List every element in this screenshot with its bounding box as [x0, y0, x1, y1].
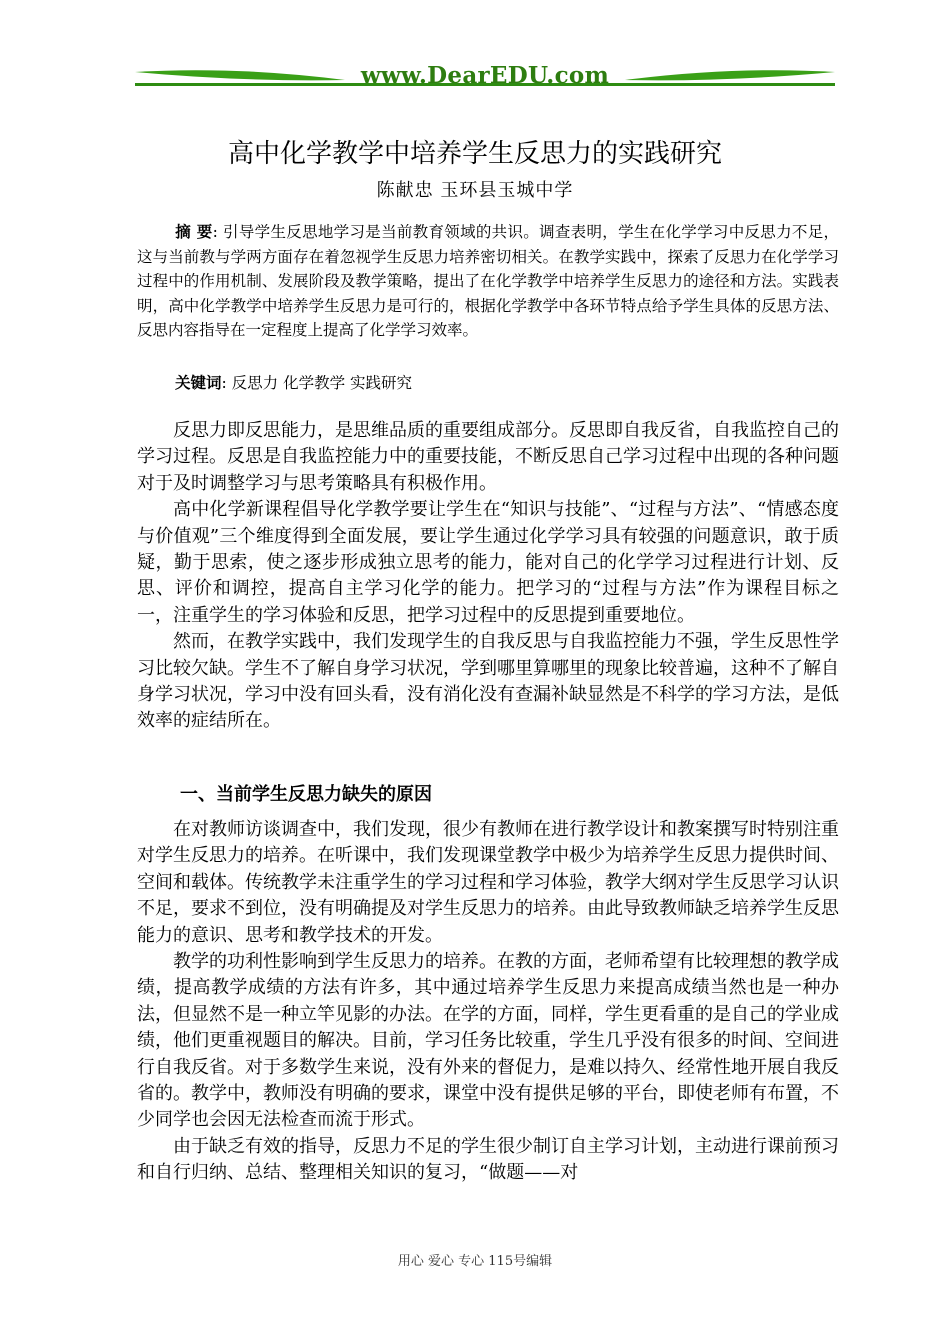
author-line: 陈献忠 玉环县玉城中学 [376, 180, 574, 201]
intro-section [137, 418, 839, 735]
intro-paragraph-2: 高中化学新课程倡导化学教学要让学生在“知识与技能”、“过程与方法”、“情感态度与价值观”三个维度得到全面发展，要让学生通过化学学习具有较强的问题意识，敢于质疑，勤于思索，使之逐步形成独立思考的能力，能对自己的化学学习过程进行计划、反思、评价和调控，提高自主学习化学的能力。把学习的“过程与方法”作为课程目标之一，注重学生的学习体验和反思，把学习过程中的反思提到重要地位。 [137, 499, 839, 626]
keywords-text: : 反思力 化学教学 实践研究 [221, 374, 413, 392]
site-url[interactable]: www.DearEDU.com [360, 62, 610, 89]
section-1-heading: 一、当前学生反思力缺失的原因 [180, 784, 432, 805]
abstract [137, 220, 839, 343]
section-1-paragraph-2: 教学的功利性影响到学生反思力的培养。在教的方面，老师希望有比较理想的教学成绩，提高教学成绩的方法有许多，其中通过培养学生反思力来提高成绩当然也是一种办法，但显然不是一种立竿见影的办法。在学的方面，同样，学生更看重的是自己的学业成绩，他们更重视题目的解决。目前，学习任务比较重，学生几乎没有很多的时间、空间进行自我反省。对于多数学生来说，没有外来的督促力，是难以持久、经常性地开展自我反省的。教学中，教师没有明确的要求，课堂中没有提供足够的平台，即使老师有布置，不少同学也会因无法检查而流于形式。 [137, 951, 839, 1131]
site-header [135, 58, 835, 98]
abstract-text: : 引导学生反思地学习是当前教育领域的共识。调查表明，学生在化学学习中反思力不足，这与当前教与学两方面存在着忽视学生反思力培养密切相关。在教学实践中，探索了反思力在化学学习过程中的作用机制、发展阶段及教学策略，提出了在化学教学中培养学生反思力的途径和方法。实践表明，高中化学教学中培养学生反思力是可行的，根据化学教学中各环节特点给予学生具体的反思方法、反思内容指导在一定程度上提高了化学学习效率。 [137, 223, 839, 340]
document-title: 高中化学教学中培养学生反思力的实践研究 [227, 139, 722, 169]
section-1-body [137, 817, 839, 1187]
section-1-paragraph-1: 在对教师访谈调查中，我们发现，很少有教师在进行教学设计和教案撰写时特别注重对学生反思力的培养。在听课中，我们发现课堂教学中极少为培养学生反思力提供时间、空间和载体。传统教学未注重学生的学习过程和学习体验，教学大纲对学生反思学习认识不足，要求不到位，没有明确提及对学生反思力的培养。由此导致教师缺乏培养学生反思能力的意识、思考和教学技术的开发。 [137, 819, 839, 946]
intro-paragraph-3: 然而，在教学实践中，我们发现学生的自我反思与自我监控能力不强，学生反思性学习比较欠缺。学生不了解自身学习状况，学到哪里算哪里的现象比较普遍，这种不了解自身学习状况，学习中没有回头看，没有消化没有查漏补缺显然是不科学的学习方法，是低效率的症结所在。 [137, 631, 839, 732]
intro-paragraph-1: 反思力即反思能力，是思维品质的重要组成部分。反思即自我反省，自我监控自己的学习过程。反思是自我监控能力中的重要技能，不断反思自己学习过程中出现的各种问题对于及时调整学习与思考策略具有积极作用。 [137, 420, 839, 494]
keywords [175, 371, 412, 393]
section-1-paragraph-3: 由于缺乏有效的指导，反思力不足的学生很少制订自主学习计划，主动进行课前预习和自行归纳、总结、整理相关知识的复习，“做题——对 [137, 1135, 839, 1184]
abstract-label: 摘 要 [175, 223, 213, 241]
keywords-label: 关键词 [175, 374, 222, 392]
page-footer: 用心 爱心 专心 115号编辑 [397, 1254, 553, 1269]
